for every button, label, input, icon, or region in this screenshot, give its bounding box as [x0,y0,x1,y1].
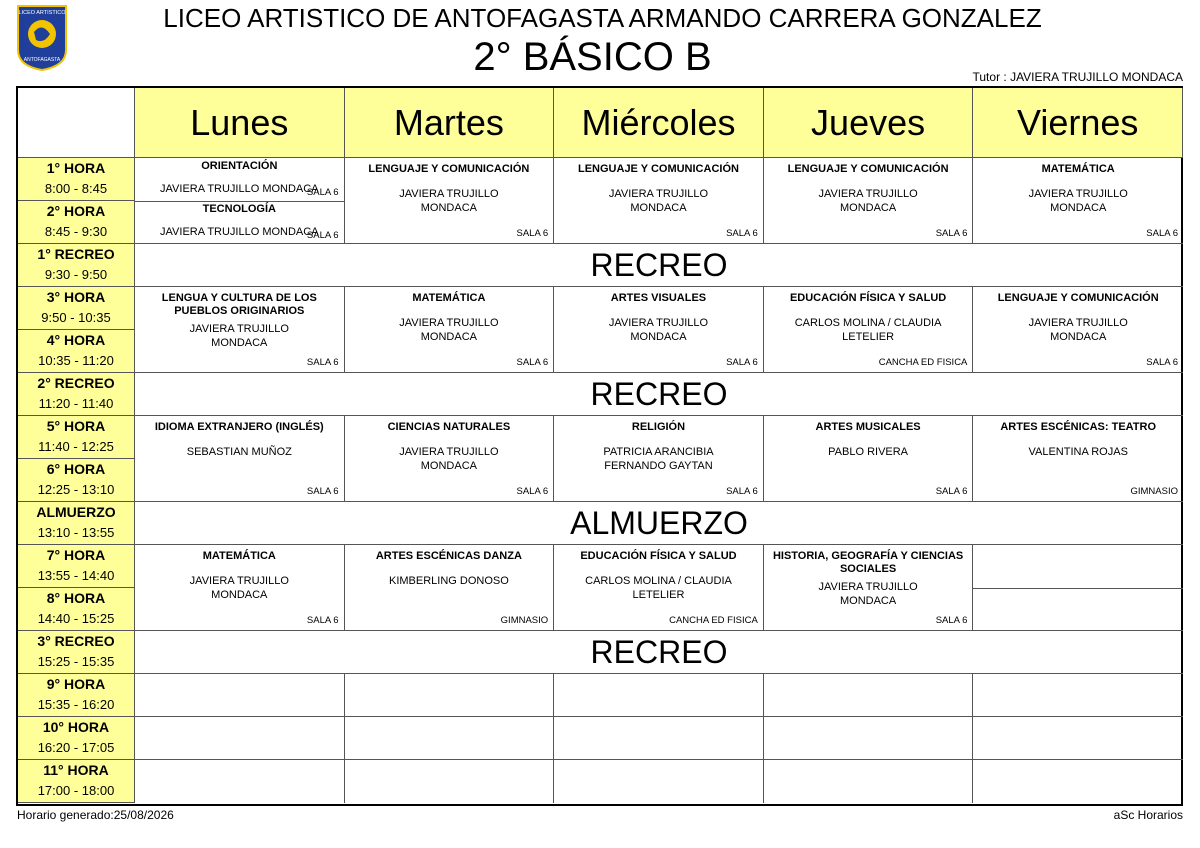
lesson-subject: ARTES ESCÉNICAS: TEATRO [1000,421,1156,433]
period-time: 17:00 - 18:00 [37,783,115,798]
empty-cell [345,674,555,717]
lesson-cell [764,545,974,631]
lesson-subject: LENGUA Y CULTURA DE LOS PUEBLOS ORIGINARIOS [161,292,317,317]
lesson-room: SALA 6 [726,357,758,368]
generated-label: Horario generado:25/08/2026 [17,808,174,822]
timetable-grid [16,86,1183,806]
lesson-teacher: JAVIERA TRUJILLO MONDACA [608,188,709,214]
empty-cell [345,717,555,760]
lesson-teacher: JAVIERA TRUJILLO MONDACA [189,575,289,601]
lesson-cell [135,545,345,631]
lesson-teacher: JAVIERA TRUJILLO MONDACA [160,183,319,195]
lesson-cell [135,416,345,502]
lesson-subject: LENGUAJE Y COMUNICACIÓN [368,163,530,175]
period-label [18,459,135,502]
lesson-room: SALA 6 [516,357,549,368]
period-time: 9:50 - 10:35 [41,310,111,325]
day-header: Viernes [973,88,1183,158]
lesson-subject: LENGUAJE Y COMUNICACIÓN [997,292,1159,304]
lesson-cell [554,416,764,502]
period-name: 2° HORA [46,203,106,219]
period-label [18,158,135,201]
period-time: 16:20 - 17:05 [37,740,115,755]
lesson-teacher: PABLO RIVERA [828,446,909,458]
period-label [18,674,135,717]
empty-cell [764,674,974,717]
lesson-teacher: SEBASTIAN MUÑOZ [186,446,292,458]
period-time: 8:45 - 9:30 [44,224,108,239]
period-time: 13:55 - 14:40 [37,568,115,583]
period-label [18,631,135,674]
lesson-subject: EDUCACIÓN FÍSICA Y SALUD [580,550,737,562]
lesson-cell [135,287,345,373]
lesson-cell [764,158,974,244]
lesson-cell [764,287,974,373]
lesson-room: SALA 6 [306,357,339,368]
lesson-subject: MATEMÁTICA [1041,163,1115,175]
period-label [18,373,135,416]
period-label [18,201,135,244]
tutor-label: Tutor : JAVIERA TRUJILLO MONDACA [972,70,1183,84]
lesson-teacher: VALENTINA ROJAS [1028,446,1128,458]
school-title: LICEO ARTISTICO DE ANTOFAGASTA ARMANDO CARRERA GONZALEZ [163,3,1042,33]
empty-cell [345,760,555,803]
lesson-cell [554,545,764,631]
break-band: RECREO [135,631,1183,674]
break-band: RECREO [135,244,1183,287]
day-header: Jueves [764,88,974,158]
lesson-cell [345,416,555,502]
lesson-teacher: JAVIERA TRUJILLO MONDACA [818,188,918,214]
lesson-room: SALA 6 [1146,228,1178,239]
period-time: 15:25 - 15:35 [37,654,115,669]
day-header: Miércoles [554,88,764,158]
period-time: 9:30 - 9:50 [44,267,108,282]
period-label [18,760,135,803]
period-name: 9° HORA [46,676,106,692]
period-label [18,330,135,373]
period-name: 10° HORA [42,719,110,735]
period-name: ALMUERZO [36,504,116,520]
period-name: 8° HORA [46,590,106,606]
lesson-subject: LENGUAJE Y COMUNICACIÓN [787,163,949,175]
lesson-room: CANCHA ED FISICA [878,357,968,368]
period-name: 5° HORA [46,418,106,434]
period-label [18,502,135,545]
period-name: 7° HORA [46,547,106,563]
lesson-teacher: JAVIERA TRUJILLO MONDACA [818,581,918,607]
logo-text-bottom: ANTOFAGASTA [23,57,61,63]
lesson-subject: HISTORIA, GEOGRAFÍA Y CIENCIAS SOCIALES [772,550,964,575]
period-name: 4° HORA [46,332,106,348]
period-time: 11:40 - 12:25 [38,439,114,454]
lesson-teacher: CARLOS MOLINA / CLAUDIA LETELIER [794,317,942,343]
period-time: 15:35 - 16:20 [37,697,115,712]
lesson-subject: ARTES MUSICALES [815,421,921,433]
period-label [18,588,135,631]
lesson-room: SALA 6 [726,228,758,239]
lesson-teacher: JAVIERA TRUJILLO MONDACA [608,317,709,343]
empty-cell [554,760,764,803]
period-name: 3° HORA [46,289,106,305]
lesson-room: CANCHA ED FISICA [669,615,758,626]
empty-cell [973,760,1183,803]
break-band: RECREO [135,373,1183,416]
period-label [18,545,135,588]
period-name: 3° RECREO [37,633,115,649]
lesson-room: SALA 6 [306,486,339,497]
lesson-subject: CIENCIAS NATURALES [387,421,511,433]
lesson-teacher: JAVIERA TRUJILLO MONDACA [1028,188,1128,214]
break-band: ALMUERZO [135,502,1183,545]
lesson-teacher: PATRICIA ARANCIBIA FERNANDO GAYTAN [603,446,714,472]
lesson-teacher: JAVIERA TRUJILLO MONDACA [399,188,499,214]
lesson-cell [764,416,974,502]
lesson-teacher: JAVIERA TRUJILLO MONDACA [1028,317,1128,343]
lesson-teacher: KIMBERLING DONOSO [388,575,509,587]
lesson-subject: MATEMÁTICA [412,292,486,304]
lesson-cell [554,158,764,244]
period-name: 1° RECREO [37,246,115,262]
period-time: 13:10 - 13:55 [37,525,115,540]
lesson-room: SALA 6 [935,228,968,239]
lesson-subject: IDIOMA EXTRANJERO (INGLÉS) [154,421,324,433]
period-time: 11:20 - 11:40 [38,396,114,411]
lesson-cell [345,545,555,631]
lesson-teacher: JAVIERA TRUJILLO MONDACA [160,226,319,238]
period-label [18,244,135,287]
lesson-room: SALA 6 [726,486,758,497]
lesson-cell [554,287,764,373]
lesson-cell [135,158,345,244]
empty-cell [764,760,974,803]
period-time: 14:40 - 15:25 [37,611,115,626]
grade-title: 2° BÁSICO B [473,35,712,79]
lesson-subject: MATEMÁTICA [202,550,276,562]
lesson-room: SALA 6 [516,486,549,497]
empty-cell [973,717,1183,760]
school-logo [16,4,68,72]
period-label [18,287,135,330]
lesson-subject: TECNOLOGÍA [202,203,276,215]
period-name: 1° HORA [46,160,106,176]
corner-cell [18,88,135,158]
lesson-cell [973,287,1183,373]
lesson-cell [973,158,1183,244]
empty-cell [135,760,345,803]
empty-cell [135,674,345,717]
period-label [18,416,135,459]
empty-cell [135,717,345,760]
lesson-room: SALA 6 [306,187,339,198]
day-header: Martes [345,88,555,158]
lesson-room: SALA 6 [306,230,339,241]
lesson-room: GIMNASIO [500,615,549,626]
lesson-cell [345,158,555,244]
lesson-cell [973,545,1183,631]
period-time: 10:35 - 11:20 [38,353,114,368]
logo-text-top: LICEO ARTISTICO [18,10,66,16]
empty-cell [554,717,764,760]
empty-cell [764,717,974,760]
period-name: 2° RECREO [37,375,115,391]
day-header: Lunes [135,88,345,158]
period-time: 8:00 - 8:45 [44,181,108,196]
lesson-subject: LENGUAJE Y COMUNICACIÓN [578,163,739,175]
lesson-room: SALA 6 [516,228,549,239]
lesson-room: SALA 6 [1146,357,1178,368]
lesson-room: GIMNASIO [1130,486,1178,497]
period-name: 6° HORA [46,461,106,477]
empty-cell [554,674,764,717]
lesson-teacher: JAVIERA TRUJILLO MONDACA [399,446,499,472]
lesson-subject: ORIENTACIÓN [201,160,278,172]
lesson-teacher: JAVIERA TRUJILLO MONDACA [399,317,499,343]
lesson-room: SALA 6 [935,615,968,626]
lesson-room: SALA 6 [935,486,968,497]
lesson-subject: ARTES VISUALES [610,292,707,304]
period-name: 11° HORA [43,762,109,778]
lesson-subject: RELIGIÓN [631,421,686,433]
split-divider [135,201,344,202]
brand-label: aSc Horarios [1113,808,1183,822]
split-divider [973,588,1183,589]
lesson-cell [973,416,1183,502]
lesson-teacher: CARLOS MOLINA / CLAUDIA LETELIER [585,575,732,601]
empty-cell [973,674,1183,717]
period-label [18,717,135,760]
lesson-subject: ARTES ESCÉNICAS DANZA [375,550,522,562]
lesson-teacher: JAVIERA TRUJILLO MONDACA [189,323,289,349]
lesson-room: SALA 6 [306,615,339,626]
period-time: 12:25 - 13:10 [37,482,115,497]
lesson-cell [345,287,555,373]
lesson-subject: EDUCACIÓN FÍSICA Y SALUD [789,292,947,304]
